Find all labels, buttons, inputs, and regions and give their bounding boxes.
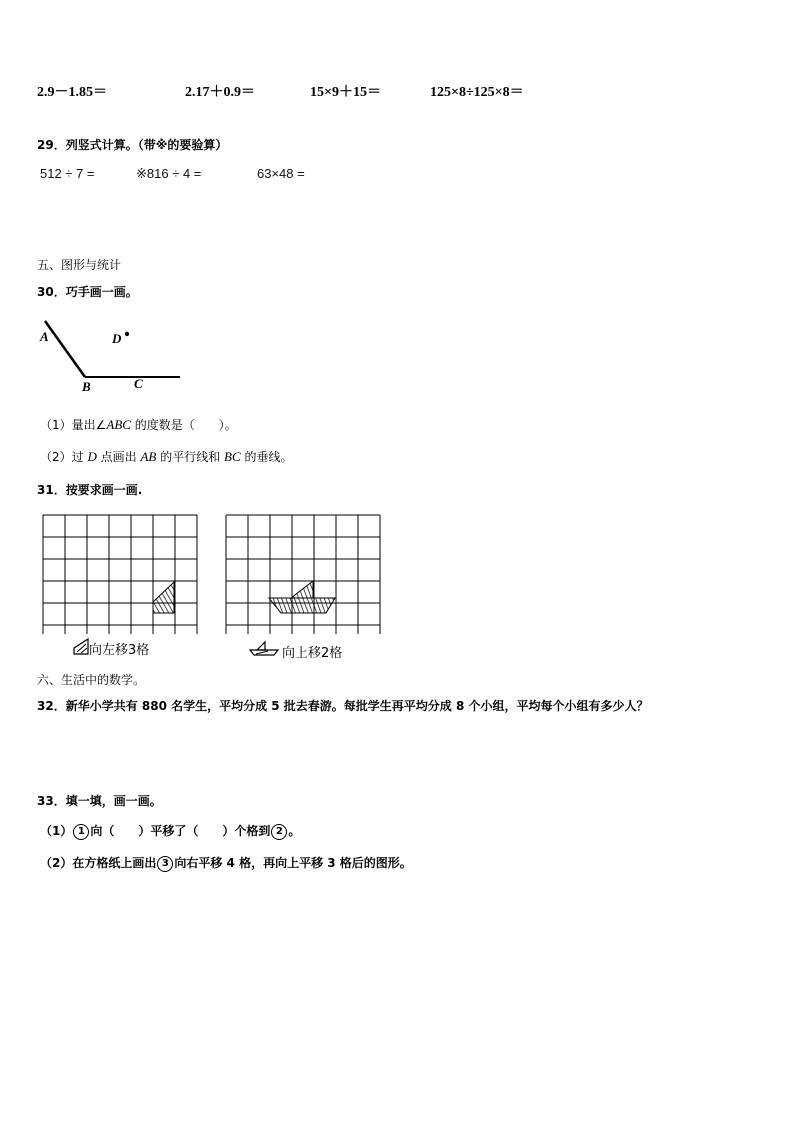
shape-triangle (153, 582, 174, 613)
circled-2: 2 (271, 824, 287, 840)
ray-ba (45, 321, 85, 377)
q33-part-1: （1） 1 向（ ）平移了（ ）个格到 2 。 (40, 824, 301, 838)
q29-item-1: 512 ÷ 7 = (40, 166, 95, 181)
label-c: C (134, 376, 143, 391)
q30-title: 30．巧手画一画。 (37, 285, 138, 299)
q31-title: 31．按要求画一画. (37, 483, 143, 497)
q32-text: 32．新华小学共有 880 名学生，平均分成 5 批去春游。每批学生再平均分成 8 个小组，平均每个小组有多少人？ (37, 699, 649, 713)
q33-title: 33．填一填，画一画。 (37, 794, 162, 808)
calc-2: 2.17＋0.9＝ (185, 85, 255, 100)
point-d (125, 332, 129, 336)
q30-part-2: （2）过 D 点画出 AB 的平行线和 BC 的垂线。 (40, 449, 293, 464)
label-a: A (40, 329, 49, 344)
label-b: B (82, 379, 91, 394)
circled-1: 1 (73, 824, 89, 840)
label-d: D (112, 331, 122, 346)
angle-figure (30, 315, 190, 400)
shape-boat-sail (291, 581, 313, 598)
shape-boat-hull (269, 598, 335, 613)
calc-1: 2.9－1.85＝ (37, 85, 107, 100)
circled-3: 3 (157, 856, 173, 872)
small-boat-icon (248, 640, 280, 656)
q33-part-2: （2）在方格纸上画出 3 向右平移 4 格，再向上平移 3 格后的图形。 (40, 856, 412, 870)
grid-right (225, 514, 385, 634)
q29-title: 29．列竖式计算。（带※的要验算） (37, 138, 228, 152)
q29-item-3: 63×48 = (257, 166, 305, 181)
caption-left: 向左移3格 (89, 643, 150, 658)
grid-left (42, 514, 202, 634)
caption-right: 向上移2格 (282, 646, 343, 661)
section-5-heading: 五、图形与统计 (37, 258, 122, 272)
section-6-heading: 六、生活中的数学。 (37, 673, 146, 687)
q29-item-2: ※816 ÷ 4 = (136, 166, 202, 181)
calc-3: 15×9＋15＝ (310, 85, 381, 100)
small-triangle-icon (72, 638, 90, 656)
calc-4: 125×8÷125×8＝ (430, 85, 524, 100)
q30-part-1: （1）量出∠ABC 的度数是（ ）。 (40, 417, 237, 432)
